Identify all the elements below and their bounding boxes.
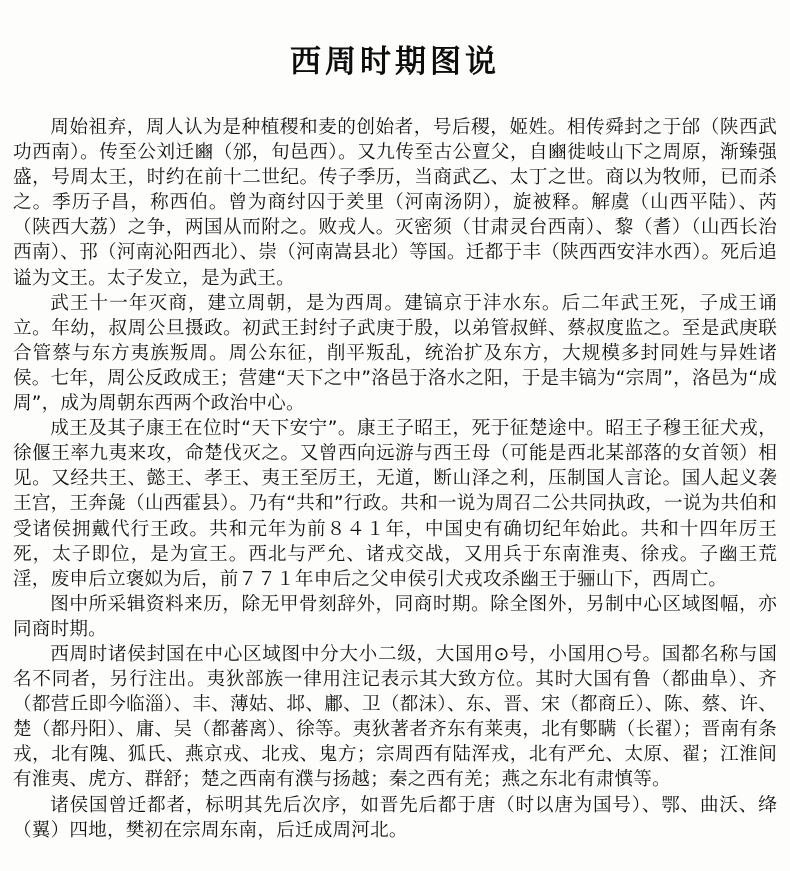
paragraph-zhou-origins: 周始祖弃，周人认为是种植稷和麦的创始者，号后稷，姬姓。相传舜封之于邰（陕西武功西南）。传至公刘迁豳（邠，旬邑西）。又九传至古公亶父，自豳徙岐山下之周原，渐臻强盛，号周太王，时约在前十二世纪。传子季历，当商武乙、太丁之世。商以为牧师，已而杀之。季历子昌，称西伯。曾为商纣囚于羑里（河南汤阴），旋被释。解虞（山西平陆）、芮（陕西大荔）之争，两国从而附之。败戎人。灭密须（甘肃灵台西南）、黎（耆）（山西长治西南）、邘（河南沁阳西北）、崇（河南嵩县北）等国。迁都于丰（陕西西安沣水西）。死后追谥为文王。太子发立，是为武王。 — [13, 117, 777, 289]
paragraph-kings-and-fall: 成王及其子康王在位时“天下安宁”。康王子昭王，死于征楚途中。昭王子穆王征犬戎，徐偃王率九夷来攻，命楚伐灭之。又曾西向远游与西王母（可能是西北某部落的女首领）相见。又经共王、懿王、孝王、夷王至厉王，无道，断山泽之利，压制国人言论。国人起义袭王宫，王奔彘（山西霍县）。乃有“共和”行政。共和一说为周召二公共同执政，一说为共伯和受诸侯拥戴代行王政。共和元年为前８４１年，中国史有确切纪年始此。共和十四年厉王死，太子即位，是为宣王。西北与严允、诸戎交战，又用兵于东南淮夷、徐戎。子幽王荒淫，废申后立褒姒为后，前７７１年申后之父申侯引犬戎攻杀幽王于骊山下，西周亡。 — [13, 418, 777, 590]
document-body — [13, 115, 777, 843]
paragraph-map-sources: 图中所采辑资料来历，除无甲骨刻辞外，同商时期。除全图外，另制中心区域图幅，亦同商时期。 — [13, 593, 777, 640]
paragraph-founding-western-zhou: 武王十一年灭商，建立周朝，是为西周。建镐京于沣水东。后二年武王死，子成王诵立。年幼，叔周公旦摄政。初武王封纣子武庚于殷，以弟管叔鲜、蔡叔度监之。至是武庚联合管蔡与东方夷族叛周。周公东征，削平叛乱，统治扩及东方，大规模多封同姓与异姓诸侯。七年，周公反政成王；营建“天下之中”洛邑于洛水之阳，于是丰镐为“宗周”，洛邑为“成周”，成为周朝东西两个政治中心。 — [13, 292, 777, 415]
paragraph-capital-relocations: 诸侯国曾迁都者，标明其先后次序，如晋先后都于唐（时以唐为国号）、鄂、曲沃、绛（翼）四地，樊初在宗周东南，后迁成周河北。 — [13, 794, 777, 841]
page-title: 西周时期图说 — [290, 44, 500, 80]
paragraph-map-legend-states: 西周时诸侯封国在中心区域图中分大小二级，大国用⊙号，小国用○号。国都名称与国名不同者，另行注出。夷狄部族一律用注记表示其大致方位。其时大国有鲁（都曲阜）、齐（都营丘即今临淄）、丰、薄姑、邶、鄘、卫（都沬）、东、晋、宋（都商丘）、陈、蔡、许、楚（都丹阳）、庸、吴（都蕃离）、徐等。夷狄著者齐东有莱夷，北有鄋瞒（长翟）；晋南有条戎，北有隗、狐氏、燕京戎、北戎、鬼方；宗周西有陆浑戎，北有严允、太原、翟；江淮间有淮夷、虎方、群舒；楚之西南有濮与扬越；秦之西有羌；燕之东北有肃慎等。 — [13, 643, 777, 791]
